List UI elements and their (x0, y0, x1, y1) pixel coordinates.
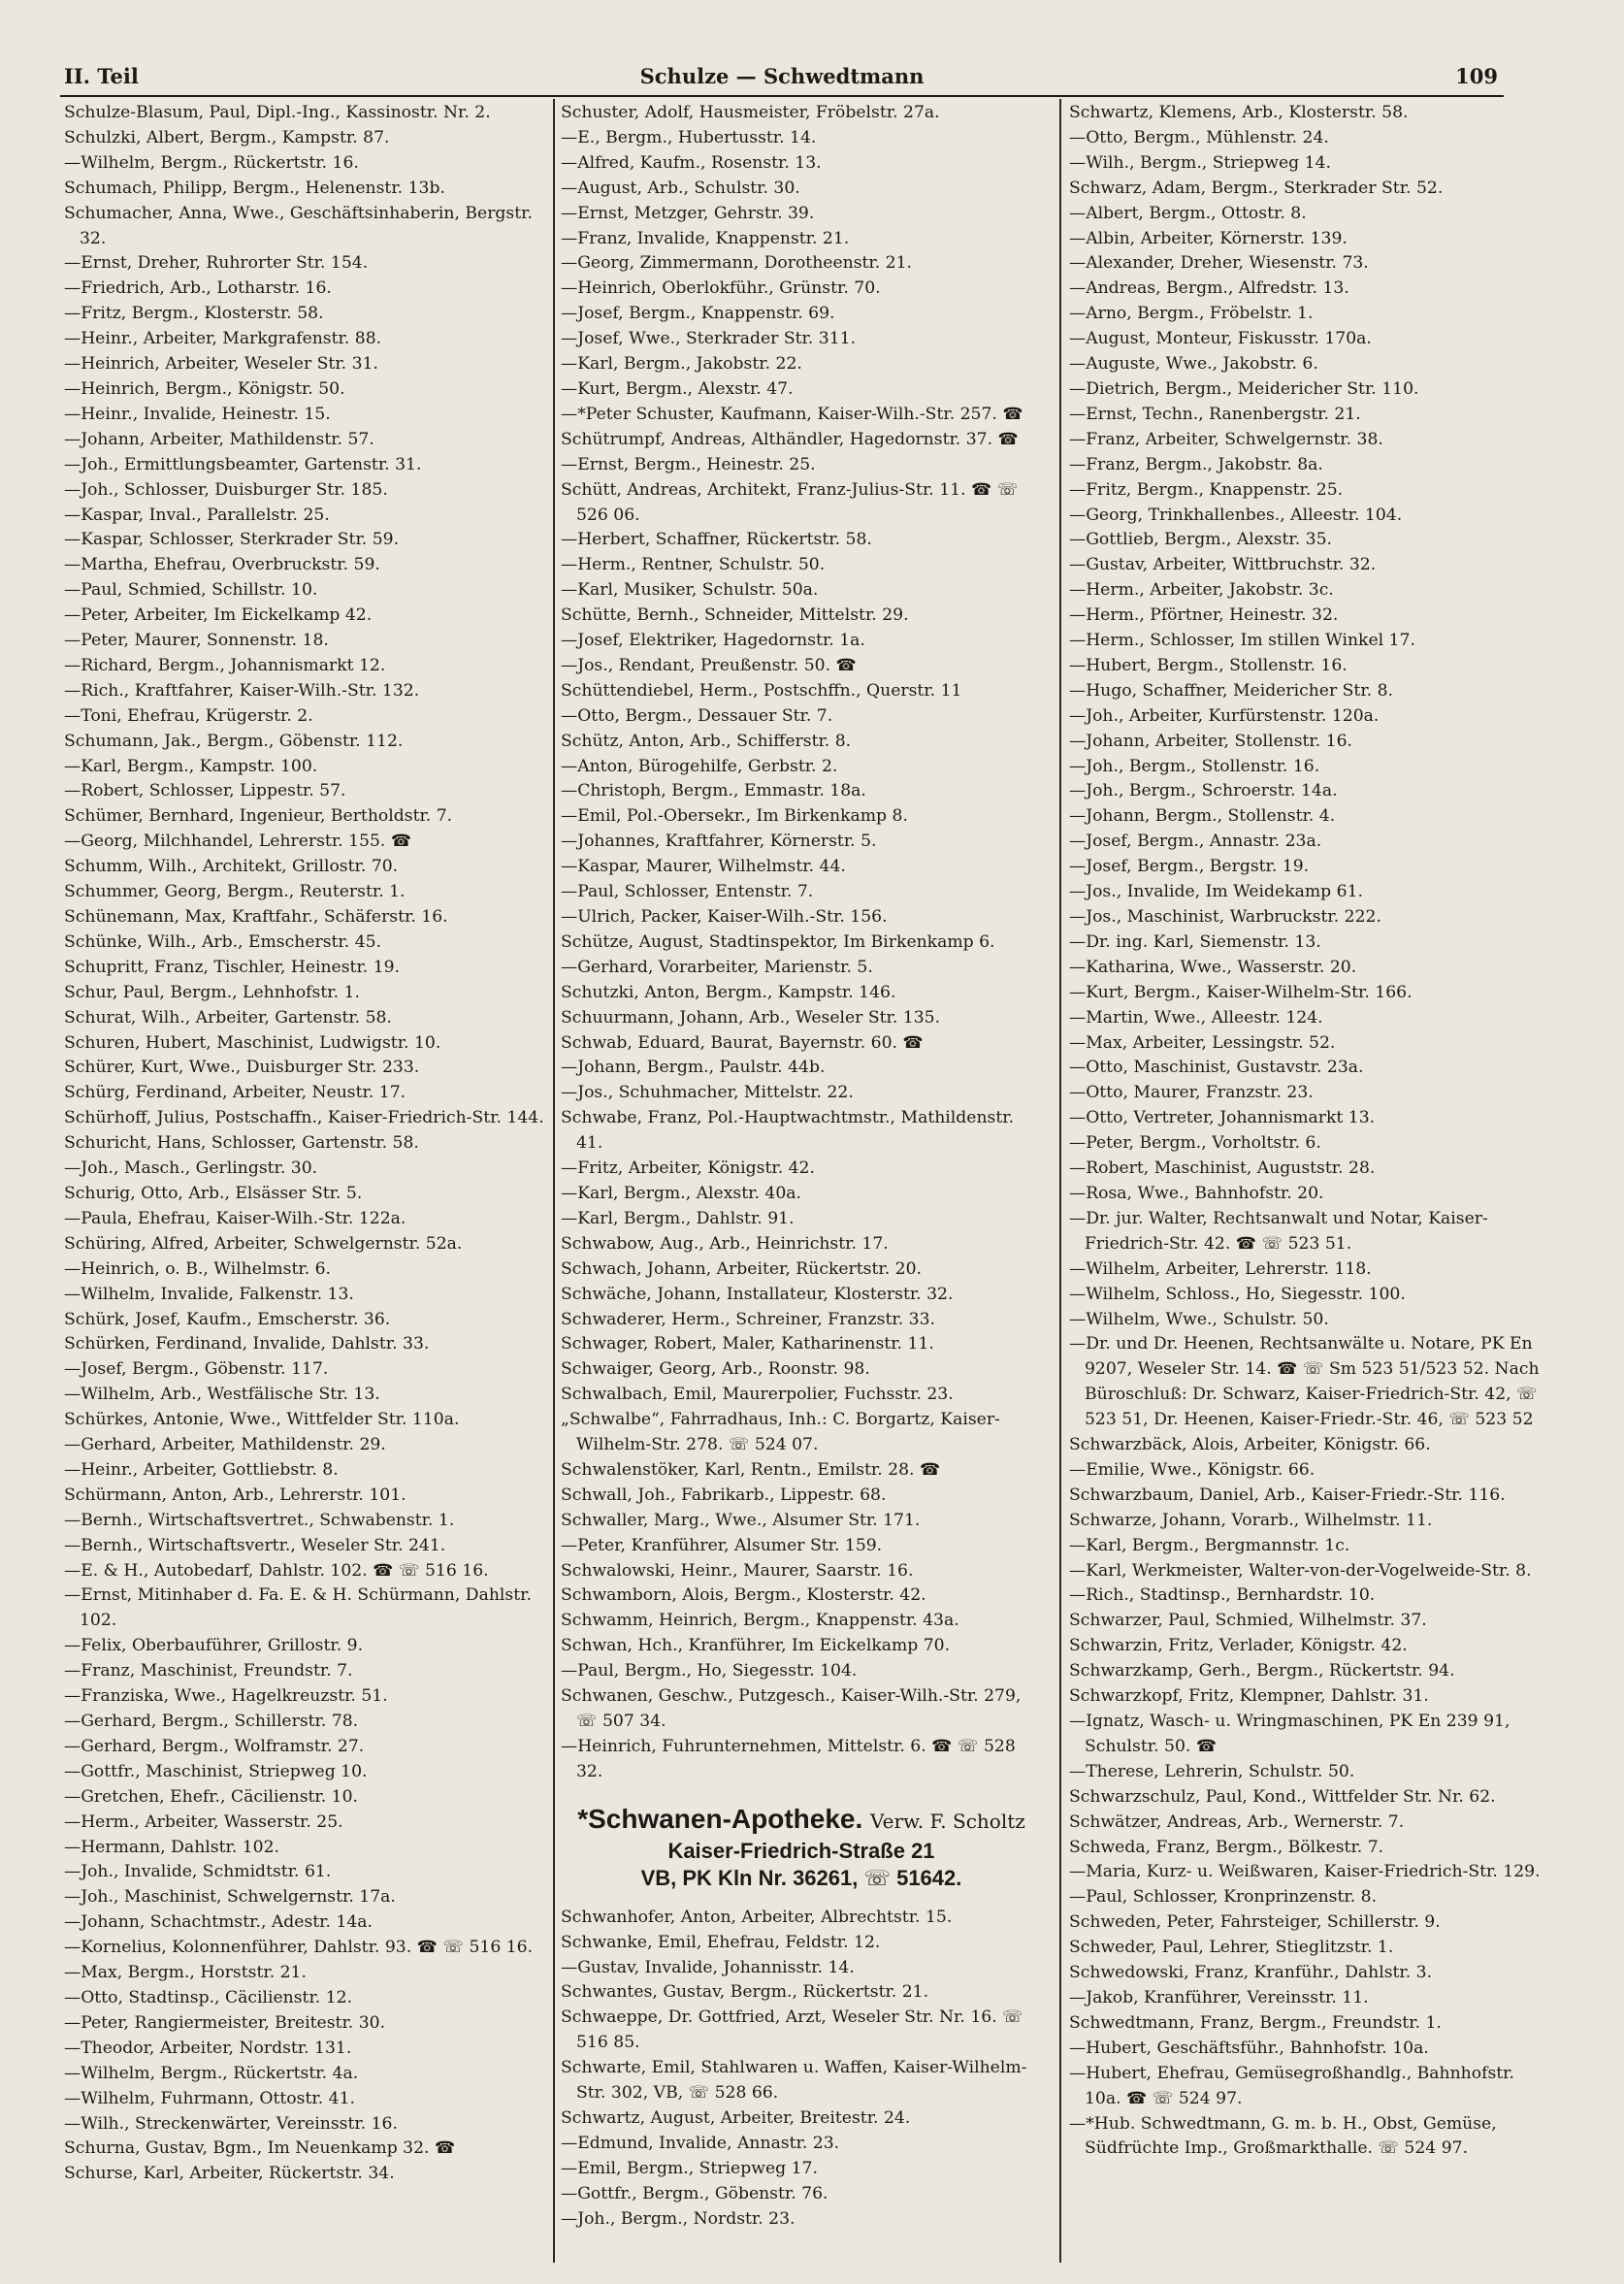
directory-entry: —Joh., Bergm., Schroerstr. 14a. (1069, 781, 1338, 801)
directory-entry: —Dr. und Dr. Heenen, Rechtsanwälte u. Notare, PK En 9207, Weseler Str. 14. ☎ ☏ Sm 523 51/523 52. Nach Büroschluß: Dr. Schwarz, Kaiser-Friedrich-Str. 42, ☏ 523 51, Dr. Heenen, Kaiser-Friedr.-Str. 46, ☏ 523 52 (1069, 1334, 1540, 1430)
directory-entry: —Otto, Stadtinsp., Cäcilienstr. 12. (64, 1987, 353, 2007)
directory-entry: —Gretchen, Ehefr., Cäcilienstr. 10. (64, 1786, 359, 1807)
directory-entry: —Fritz, Bergm., Knappenstr. 25. (1069, 479, 1344, 500)
directory-entry: —Peter, Rangiermeister, Breitestr. 30. (64, 2012, 386, 2033)
directory-entry: Schwach, Johann, Arbeiter, Rückertstr. 20. (561, 1258, 922, 1279)
directory-entry: Schürg, Ferdinand, Arbeiter, Neustr. 17. (64, 1083, 406, 1103)
directory-entry: —Rosa, Wwe., Bahnhofstr. 20. (1069, 1183, 1324, 1203)
directory-entry: —Ernst, Mitinhaber d. Fa. E. & H. Schürmann, Dahlstr. 102. (64, 1585, 532, 1631)
directory-entry: Schütze, August, Stadtinspektor, Im Birkenkamp 6. (561, 931, 995, 952)
directory-entry: Schwaller, Marg., Wwe., Alsumer Str. 171. (561, 1510, 921, 1530)
directory-entry: —Wilhelm, Invalide, Falkenstr. 13. (64, 1284, 354, 1304)
directory-entry: Schwätzer, Andreas, Arb., Wernerstr. 7. (1069, 1811, 1405, 1832)
directory-entry: —Otto, Vertreter, Johannismarkt 13. (1069, 1108, 1376, 1128)
directory-entry: —Joh., Maschinist, Schwelgernstr. 17a. (64, 1887, 396, 1908)
directory-entry: —Paul, Bergm., Ho, Siegesstr. 104. (561, 1661, 858, 1681)
directory-entry: —Martin, Wwe., Alleestr. 124. (1069, 1007, 1323, 1028)
directory-entry: —Kurt, Bergm., Kaiser-Wilhelm-Str. 166. (1069, 982, 1413, 1002)
directory-entry: —Joh., Bergm., Nordstr. 23. (561, 2208, 796, 2229)
directory-entry: —Arno, Bergm., Fröbelstr. 1. (1069, 304, 1314, 324)
directory-entry: Schwamborn, Alois, Bergm., Klosterstr. 42. (561, 1585, 926, 1606)
directory-entry: —Paul, Schlosser, Kronprinzenstr. 8. (1069, 1887, 1378, 1908)
directory-entry: —Franz, Maschinist, Freundstr. 7. (64, 1661, 353, 1681)
directory-entry: —Peter, Arbeiter, Im Eickelkamp 42. (64, 605, 373, 626)
directory-entry: —Alfred, Kaufm., Rosenstr. 13. (561, 152, 822, 173)
directory-entry: —Josef, Bergm., Knappenstr. 69. (561, 304, 835, 324)
directory-entry: —Christoph, Bergm., Emmastr. 18a. (561, 781, 866, 801)
directory-entry: —Heinrich, Bergm., Königstr. 50. (64, 378, 345, 399)
directory-entry: —August, Arb., Schulstr. 30. (561, 178, 800, 198)
directory-entry: Schürken, Ferdinand, Invalide, Dahlstr. 33. (64, 1334, 430, 1354)
directory-entry: —Josef, Bergm., Annastr. 23a. (1069, 832, 1322, 852)
directory-entry: —Hubert, Geschäftsführ., Bahnhofstr. 10a. (1069, 2038, 1429, 2058)
directory-entry: —Dr. ing. Karl, Siemenstr. 13. (1069, 931, 1321, 952)
directory-entry: —Wilhelm, Wwe., Schulstr. 50. (1069, 1309, 1329, 1329)
directory-entry: Schurna, Gustav, Bgm., Im Neuenkamp 32. ☎ (64, 2138, 456, 2159)
directory-entry: —Jos., Schuhmacher, Mittelstr. 22. (561, 1083, 854, 1103)
directory-entry: —Max, Arbeiter, Lessingstr. 52. (1069, 1032, 1336, 1053)
directory-entry: —Georg, Milchhandel, Lehrerstr. 155. ☎ (64, 832, 412, 852)
directory-entry: —Albert, Bergm., Ottostr. 8. (1069, 203, 1307, 223)
directory-entry: —Fritz, Arbeiter, Königstr. 42. (561, 1158, 815, 1179)
directory-entry: —Robert, Maschinist, Auguststr. 28. (1069, 1158, 1376, 1179)
directory-entry: —Heinr., Invalide, Heinestr. 15. (64, 404, 331, 424)
directory-entry: —Alexander, Dreher, Wiesenstr. 73. (1069, 253, 1369, 274)
directory-entry: —Ernst, Bergm., Heinestr. 25. (561, 454, 816, 474)
directory-entry: —Karl, Bergm., Dahlstr. 91. (561, 1208, 795, 1228)
header-rule (60, 95, 1504, 97)
directory-entry: Schürer, Kurt, Wwe., Duisburger Str. 233. (64, 1058, 420, 1078)
directory-entry: Schweden, Peter, Fahrsteiger, Schillerstr. 9. (1069, 1912, 1441, 1933)
directory-entry: Schuurmann, Johann, Arb., Weseler Str. 135. (561, 1007, 941, 1028)
directory-entry: Schumm, Wilh., Architekt, Grillostr. 70. (64, 857, 399, 877)
section-label: II. Teil (64, 64, 139, 88)
directory-entry: —Josef, Bergm., Göbenstr. 117. (64, 1359, 329, 1380)
directory-entry: Schürk, Josef, Kaufm., Emscherstr. 36. (64, 1309, 391, 1329)
directory-entry: —*Peter Schuster, Kaufmann, Kaiser-Wilh.-Str. 257. ☎ (561, 404, 1023, 424)
directory-entry: Schwarz, Adam, Bergm., Sterkrader Str. 52. (1069, 178, 1444, 198)
directory-entry: Schumach, Philipp, Bergm., Helenenstr. 13b. (64, 178, 445, 198)
directory-entry: Schünke, Wilh., Arb., Emscherstr. 45. (64, 931, 382, 952)
directory-entry: Schuster, Adolf, Hausmeister, Fröbelstr. 27a. (561, 103, 940, 122)
directory-entry: Schwall, Joh., Fabrikarb., Lippestr. 68. (561, 1485, 887, 1505)
directory-entry: —Maria, Kurz- u. Weißwaren, Kaiser-Friedrich-Str. 129. (1069, 1862, 1541, 1882)
directory-entry: —Franz, Arbeiter, Schwelgernstr. 38. (1069, 429, 1383, 449)
directory-entry: —Kaspar, Schlosser, Sterkrader Str. 59. (64, 530, 400, 550)
directory-entry: Schwarzbäck, Alois, Arbeiter, Königstr. 66. (1069, 1435, 1431, 1455)
directory-entry: —Franz, Bergm., Jakobstr. 8a. (1069, 454, 1323, 474)
directory-entry: Schwanke, Emil, Ehefrau, Feldstr. 12. (561, 1932, 881, 1952)
directory-entry: —Karl, Bergm., Jakobstr. 22. (561, 354, 802, 375)
directory-entry: —Hugo, Schaffner, Meidericher Str. 8. (1069, 680, 1393, 701)
directory-entry: —Karl, Werkmeister, Walter-von-der-Vogelweide-Str. 8. (1069, 1560, 1532, 1581)
directory-entry: —Albin, Arbeiter, Körnerstr. 139. (1069, 228, 1348, 248)
advert-phone: VB, PK Kln Nr. 36261, ☏ 51642. (640, 1865, 962, 1890)
directory-entry: Schwanen, Geschw., Putzgesch., Kaiser-Wilh.-Str. 279, ☏ 507 34. (561, 1686, 1022, 1731)
directory-entry: —Gottfr., Maschinist, Striepweg 10. (64, 1761, 368, 1781)
directory-entry: —E. & H., Autobedarf, Dahlstr. 102. ☎ ☏ 516 16. (64, 1560, 489, 1581)
directory-entry: —Karl, Musiker, Schulstr. 50a. (561, 580, 819, 601)
directory-entry: —Ernst, Metzger, Gehrstr. 39. (561, 203, 815, 223)
directory-entry: —Emilie, Wwe., Königstr. 66. (1069, 1459, 1315, 1480)
directory-entry: —Peter, Kranführer, Alsumer Str. 159. (561, 1535, 883, 1555)
directory-entry: —Paula, Ehefrau, Kaiser-Wilh.-Str. 122a. (64, 1208, 406, 1228)
directory-entry: —Paul, Schmied, Schillstr. 10. (64, 580, 318, 601)
directory-entry: —Wilhelm, Fuhrmann, Ottostr. 41. (64, 2088, 355, 2108)
directory-entry: —Katharina, Wwe., Wasserstr. 20. (1069, 957, 1357, 977)
directory-entry: Schwab, Eduard, Baurat, Bayernstr. 60. ☎ (561, 1032, 924, 1053)
directory-entry: —Joh., Bergm., Stollenstr. 16. (1069, 756, 1320, 776)
directory-entry: —Gerhard, Bergm., Wolframstr. 27. (64, 1736, 365, 1756)
directory-entry: —Heinr., Arbeiter, Markgrafenstr. 88. (64, 329, 382, 349)
directory-entry: Schwalbach, Emil, Maurerpolier, Fuchsstr. 23. (561, 1385, 954, 1405)
directory-entry: —Joh., Invalide, Schmidtstr. 61. (64, 1862, 332, 1882)
directory-entry: Schwaderer, Herm., Schreiner, Franzstr. 33. (561, 1309, 935, 1329)
directory-entry: —Heinrich, Arbeiter, Weseler Str. 31. (64, 354, 378, 375)
directory-entry: —Herbert, Schaffner, Rückertstr. 58. (561, 530, 872, 550)
directory-entry: Schumacher, Anna, Wwe., Geschäftsinhaberin, Bergstr. 32. (64, 203, 533, 248)
directory-entry: —Wilh., Bergm., Striepweg 14. (1069, 152, 1331, 173)
advert-address: Kaiser-Friedrich-Straße 21 (667, 1838, 935, 1863)
directory-entry: —Dr. jur. Walter, Rechtsanwalt und Notar, Kaiser-Friedrich-Str. 42. ☎ ☏ 523 51. (1069, 1208, 1488, 1254)
directory-entry: Schwabow, Aug., Arb., Heinrichstr. 17. (561, 1233, 889, 1254)
directory-entry: —Heinrich, o. B., Wilhelmstr. 6. (64, 1258, 332, 1279)
directory-entry: —Franziska, Wwe., Hagelkreuzstr. 51. (64, 1686, 388, 1707)
directory-entry: —Gottlieb, Bergm., Alexstr. 35. (1069, 530, 1332, 550)
directory-entry: Schüttendiebel, Herm., Postschffn., Querstr. 11 (561, 680, 962, 701)
directory-entry: Schwanhofer, Anton, Arbeiter, Albrechtstr. 15. (561, 1907, 953, 1927)
directory-entry: —Bernh., Wirtschaftsvertret., Schwabenstr. 1. (64, 1510, 455, 1530)
directory-entry: —Andreas, Bergm., Alfredstr. 13. (1069, 278, 1349, 299)
directory-entry: —Herm., Arbeiter, Wasserstr. 25. (64, 1811, 343, 1832)
directory-entry: Schwedowski, Franz, Kranführ., Dahlstr. 3. (1069, 1963, 1433, 1983)
directory-entry: —Heinrich, Oberlokführ., Grünstr. 70. (561, 278, 881, 299)
directory-entry: Schurig, Otto, Arb., Elsässer Str. 5. (64, 1183, 363, 1203)
advert-title: *Schwanen-Apotheke. (577, 1803, 863, 1834)
directory-entry: —Johann, Schachtmstr., Adestr. 14a. (64, 1912, 374, 1933)
directory-entry: Schulzki, Albert, Bergm., Kampstr. 87. (64, 127, 390, 147)
column-divider-1 (553, 99, 555, 2263)
directory-entry: Schwarze, Johann, Vorarb., Wilhelmstr. 11. (1069, 1510, 1433, 1530)
directory-entry: Schwalenstöker, Karl, Rentn., Emilstr. 28. ☎ (561, 1459, 941, 1480)
directory-entry: Schwarzin, Fritz, Verlader, Königstr. 42. (1069, 1636, 1408, 1656)
directory-entry: Schwabe, Franz, Pol.-Hauptwachtmstr., Mathildenstr. 41. (561, 1108, 1015, 1154)
directory-entry: —Jakob, Kranführer, Vereinsstr. 11. (1069, 1987, 1369, 2007)
directory-entry: —Gottfr., Bergm., Göbenstr. 76. (561, 2183, 828, 2203)
directory-entry: —Josef, Elektriker, Hagedornstr. 1a. (561, 631, 865, 651)
directory-entry: —Wilhelm, Schloss., Ho, Siegesstr. 100. (1069, 1284, 1406, 1304)
directory-entry: —Hubert, Ehefrau, Gemüsegroßhandlg., Bahnhofstr. 10a. ☎ ☏ 524 97. (1069, 2063, 1514, 2108)
directory-entry: —Herm., Arbeiter, Jakobstr. 3c. (1069, 580, 1334, 601)
column-divider-2 (1059, 99, 1061, 2263)
directory-entry: —Kurt, Bergm., Alexstr. 47. (561, 378, 794, 399)
directory-entry: —*Hub. Schwedtmann, G. m. b. H., Obst, Gemüse, Südfrüchte Imp., Großmarkthalle. ☏ 524 97. (1069, 2113, 1497, 2159)
directory-entry: —August, Monteur, Fiskusstr. 170a. (1069, 329, 1372, 349)
directory-entry: Schupritt, Franz, Tischler, Heinestr. 19. (64, 957, 401, 977)
directory-entry: —Toni, Ehefrau, Krügerstr. 2. (64, 705, 313, 726)
directory-entry: Schürkes, Antonie, Wwe., Wittfelder Str. 110a. (64, 1410, 460, 1430)
directory-entry: —Johann, Arbeiter, Stollenstr. 16. (1069, 731, 1353, 751)
directory-entry: —Kaspar, Inval., Parallelstr. 25. (64, 505, 330, 525)
directory-entry: —Otto, Bergm., Dessauer Str. 7. (561, 705, 833, 726)
directory-entry: —Emil, Pol.-Obersekr., Im Birkenkamp 8. (561, 806, 908, 827)
directory-entry: Schuricht, Hans, Schlosser, Gartenstr. 58. (64, 1133, 419, 1154)
directory-entry: Schütz, Anton, Arb., Schifferstr. 8. (561, 731, 852, 751)
directory-entry: —Richard, Bergm., Johannismarkt 12. (64, 655, 386, 675)
directory-entry: —Georg, Zimmermann, Dorotheenstr. 21. (561, 253, 913, 274)
directory-entry: —Emil, Bergm., Striepweg 17. (561, 2158, 818, 2178)
directory-entry: —Fritz, Bergm., Klosterstr. 58. (64, 304, 324, 324)
directory-entry: —Georg, Trinkhallenbes., Alleestr. 104. (1069, 505, 1403, 525)
directory-entry: —Kornelius, Kolonnenführer, Dahlstr. 93. ☎ ☏ 516 16. (64, 1938, 534, 1958)
column-2-entries-bottom (561, 1906, 1042, 2233)
directory-entry: Schulze-Blasum, Paul, Dipl.-Ing., Kassinostr. Nr. 2. (64, 103, 491, 122)
directory-entry: —Johannes, Kraftfahrer, Körnerstr. 5. (561, 832, 877, 852)
directory-entry: Schurse, Karl, Arbeiter, Rückertstr. 34. (64, 2164, 395, 2184)
directory-entry: Schumann, Jak., Bergm., Göbenstr. 112. (64, 731, 404, 751)
directory-entry: —Felix, Oberbauführer, Grillostr. 9. (64, 1636, 364, 1656)
directory-entry: —Gustav, Invalide, Johannisstr. 14. (561, 1957, 855, 1977)
directory-entry: —Jos., Maschinist, Warbruckstr. 222. (1069, 907, 1381, 927)
directory-entry: —Heinrich, Fuhrunternehmen, Mittelstr. 6. ☎ ☏ 528 32. (561, 1736, 1016, 1781)
directory-entry: Schweder, Paul, Lehrer, Stieglitzstr. 1. (1069, 1938, 1394, 1958)
directory-entry: —Anton, Bürogehilfe, Gerbstr. 2. (561, 756, 838, 776)
directory-entry: —Martha, Ehefrau, Overbruckstr. 59. (64, 555, 380, 575)
page-header (60, 60, 1504, 97)
directory-entry: Schürmann, Anton, Arb., Lehrerstr. 101. (64, 1485, 406, 1505)
directory-entry: —Karl, Bergm., Bergmannstr. 1c. (1069, 1535, 1350, 1555)
directory-entry: Schuren, Hubert, Maschinist, Ludwigstr. 10. (64, 1032, 441, 1053)
directory-entry: Schwartz, August, Arbeiter, Breitestr. 24. (561, 2107, 911, 2128)
directory-entry: —Johann, Bergm., Paulstr. 44b. (561, 1058, 826, 1078)
directory-entry: —Auguste, Wwe., Jakobstr. 6. (1069, 354, 1318, 375)
directory-entry: —Jos., Rendant, Preußenstr. 50. ☎ (561, 655, 857, 675)
page-number: 109 (1455, 64, 1498, 88)
directory-entry: Schwan, Hch., Kranführer, Im Eickelkamp 70. (561, 1636, 951, 1656)
directory-entry: —Jos., Invalide, Im Weidekamp 61. (1069, 882, 1363, 902)
directory-entry: Schwaiger, Georg, Arb., Roonstr. 98. (561, 1359, 870, 1380)
directory-entry: —Joh., Masch., Gerlingstr. 30. (64, 1158, 318, 1179)
directory-entry: —Wilh., Streckenwärter, Vereinsstr. 16. (64, 2113, 398, 2134)
directory-entry: —Josef, Wwe., Sterkrader Str. 311. (561, 329, 857, 349)
directory-entry: Schünemann, Max, Kraftfahr., Schäferstr. 16. (64, 907, 448, 927)
directory-entry: Schwarzer, Paul, Schmied, Wilhelmstr. 37. (1069, 1611, 1427, 1631)
directory-entry: —Hubert, Bergm., Stollenstr. 16. (1069, 655, 1348, 675)
directory-entry: —Johann, Arbeiter, Mathildenstr. 57. (64, 429, 374, 449)
directory-entry: Schwalowski, Heinr., Maurer, Saarstr. 16. (561, 1560, 914, 1581)
advert-manager: Verw. F. Scholtz (870, 1809, 1025, 1833)
directory-entry: —Joh., Arbeiter, Kurfürstenstr. 120a. (1069, 705, 1380, 726)
directory-entry: Schweda, Franz, Bergm., Bölkestr. 7. (1069, 1837, 1384, 1857)
directory-entry: Schütrumpf, Andreas, Althändler, Hagedornstr. 37. ☎ (561, 429, 1019, 449)
directory-entry: —Heinr., Arbeiter, Gottliebstr. 8. (64, 1459, 339, 1480)
directory-entry: —Wilhelm, Bergm., Rückertstr. 4a. (64, 2063, 359, 2083)
directory-entry: —Robert, Schlosser, Lippestr. 57. (64, 781, 346, 801)
directory-entry: Schwäche, Johann, Installateur, Klosterstr. 32. (561, 1284, 954, 1304)
directory-entry: Schürhoff, Julius, Postschaffn., Kaiser-Friedrich-Str. 144. (64, 1108, 544, 1128)
directory-entry: —E., Bergm., Hubertusstr. 14. (561, 127, 817, 147)
directory-entry: Schüring, Alfred, Arbeiter, Schwelgernstr. 52a. (64, 1233, 463, 1254)
directory-entry: —Ernst, Dreher, Ruhrorter Str. 154. (64, 253, 369, 274)
directory-entry: —Otto, Maurer, Franzstr. 23. (1069, 1083, 1314, 1103)
directory-entry: Schwartz, Klemens, Arb., Klosterstr. 58. (1069, 103, 1409, 122)
directory-entry: —Johann, Bergm., Stollenstr. 4. (1069, 806, 1336, 827)
directory-entry: —Ulrich, Packer, Kaiser-Wilh.-Str. 156. (561, 907, 888, 927)
directory-entry: —Therese, Lehrerin, Schulstr. 50. (1069, 1761, 1355, 1781)
directory-entry: Schwaeppe, Dr. Gottfried, Arzt, Weseler Str. Nr. 16. ☏ 516 85. (561, 2007, 1023, 2053)
directory-entry: —Hermann, Dahlstr. 102. (64, 1837, 280, 1857)
directory-entry: Schümer, Bernhard, Ingenieur, Bertholdstr. 7. (64, 806, 453, 827)
directory-entry: Schütte, Bernh., Schneider, Mittelstr. 29. (561, 605, 909, 626)
directory-entry: —Peter, Bergm., Vorholtstr. 6. (1069, 1133, 1321, 1154)
directory-entry: Schwarte, Emil, Stahlwaren u. Waffen, Kaiser-Wilhelm-Str. 302, VB, ☏ 528 66. (561, 2058, 1027, 2104)
directory-entry: —Ernst, Techn., Ranenbergstr. 21. (1069, 404, 1361, 424)
directory-entry: Schütt, Andreas, Architekt, Franz-Julius-Str. 11. ☎ ☏ 526 06. (561, 479, 1019, 525)
directory-entry: Schwager, Robert, Maler, Katharinenstr. 11. (561, 1334, 934, 1354)
directory-entry: —Theodor, Arbeiter, Nordstr. 131. (64, 2038, 352, 2058)
directory-entry: Schwarzbaum, Daniel, Arb., Kaiser-Friedr.-Str. 116. (1069, 1485, 1506, 1505)
directory-entry: —Paul, Schlosser, Entenstr. 7. (561, 882, 814, 902)
directory-entry: Schwarzkamp, Gerh., Bergm., Rückertstr. 94. (1069, 1661, 1455, 1681)
column-2 (561, 101, 1042, 2265)
directory-entry: —Josef, Bergm., Bergstr. 19. (1069, 857, 1310, 877)
directory-entry: —Kaspar, Maurer, Wilhelmstr. 44. (561, 857, 846, 877)
directory-entry: —Peter, Maurer, Sonnenstr. 18. (64, 631, 329, 651)
page-range-title: Schulze — Schwedtmann (639, 64, 925, 88)
column-1 (64, 101, 545, 2265)
directory-entry: —Bernh., Wirtschaftsvertr., Weseler Str. 241. (64, 1535, 446, 1555)
directory-entry: —Herm., Rentner, Schulstr. 50. (561, 555, 826, 575)
directory-entry: Schwarzschulz, Paul, Kond., Wittfelder Str. Nr. 62. (1069, 1786, 1496, 1807)
directory-entry: —Gerhard, Arbeiter, Mathildenstr. 29. (64, 1435, 386, 1455)
directory-entry: Schwamm, Heinrich, Bergm., Knappenstr. 43a. (561, 1611, 959, 1631)
directory-entry: —Dietrich, Bergm., Meidericher Str. 110. (1069, 378, 1419, 399)
directory-entry: —Gerhard, Vorarbeiter, Marienstr. 5. (561, 957, 873, 977)
directory-entry: —Rich., Stadtinsp., Bernhardstr. 10. (1069, 1585, 1376, 1606)
directory-entry: —Gustav, Arbeiter, Wittbruchstr. 32. (1069, 555, 1377, 575)
directory-entry: —Ignatz, Wasch- u. Wringmaschinen, PK En 239 91, Schulstr. 50. ☎ (1069, 1712, 1510, 1756)
directory-entry: —Wilhelm, Arbeiter, Lehrerstr. 118. (1069, 1258, 1372, 1279)
directory-entry: —Karl, Bergm., Alexstr. 40a. (561, 1183, 801, 1203)
directory-entry: —Franz, Invalide, Knappenstr. 21. (561, 228, 850, 248)
directory-entry: Schwarzkopf, Fritz, Klempner, Dahlstr. 31. (1069, 1686, 1429, 1707)
directory-entry: „Schwalbe“, Fahrradhaus, Inh.: C. Borgartz, Kaiser-Wilhelm-Str. 278. ☏ 524 07. (561, 1410, 1000, 1455)
directory-entry: —Friedrich, Arb., Lotharstr. 16. (64, 278, 332, 299)
directory-entry: —Max, Bergm., Horststr. 21. (64, 1963, 307, 1983)
directory-entry: Schur, Paul, Bergm., Lehnhofstr. 1. (64, 982, 360, 1002)
pharmacy-advert (561, 1803, 1042, 1892)
column-2-entries-top (561, 101, 1042, 1785)
directory-entry: —Rich., Kraftfahrer, Kaiser-Wilh.-Str. 132. (64, 680, 420, 701)
directory-entry: —Otto, Bergm., Mühlenstr. 24. (1069, 127, 1329, 147)
directory-entry: —Joh., Ermittlungsbeamter, Gartenstr. 31. (64, 454, 422, 474)
directory-entry: —Joh., Schlosser, Duisburger Str. 185. (64, 479, 388, 500)
directory-entry: Schurat, Wilh., Arbeiter, Gartenstr. 58. (64, 1007, 392, 1028)
directory-entry: —Wilhelm, Bergm., Rückertstr. 16. (64, 152, 359, 173)
directory-entry: —Gerhard, Bergm., Schillerstr. 78. (64, 1712, 359, 1731)
directory-entry: Schwedtmann, Franz, Bergm., Freundstr. 1. (1069, 2012, 1442, 2033)
directory-entry: —Karl, Bergm., Kampstr. 100. (64, 756, 318, 776)
directory-entry: Schutzki, Anton, Bergm., Kampstr. 146. (561, 982, 896, 1002)
directory-entry: —Otto, Maschinist, Gustavstr. 23a. (1069, 1058, 1364, 1078)
directory-entry: —Wilhelm, Arb., Westfälische Str. 13. (64, 1385, 380, 1405)
directory-entry: —Herm., Pförtner, Heinestr. 32. (1069, 605, 1339, 626)
directory-entry: —Edmund, Invalide, Annastr. 23. (561, 2133, 840, 2153)
directory-entry: Schummer, Georg, Bergm., Reuterstr. 1. (64, 882, 406, 902)
directory-entry: —Herm., Schlosser, Im stillen Winkel 17. (1069, 631, 1415, 651)
column-3 (1069, 101, 1554, 2265)
directory-entry: Schwantes, Gustav, Bergm., Rückertstr. 21. (561, 1982, 929, 2003)
